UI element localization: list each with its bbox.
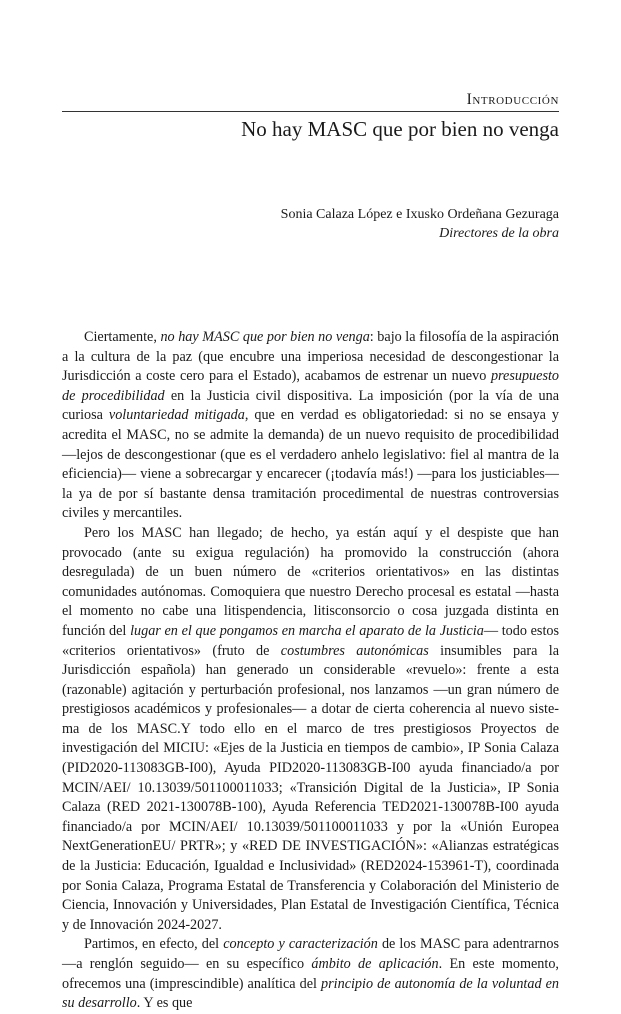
chapter-title: No hay MASC que por bien no venga <box>241 117 559 141</box>
italic-run: ámbito de aplicación <box>311 956 439 972</box>
text-run: Ciertamente, <box>84 329 161 345</box>
italic-run: lugar en el que pongamos en marcha el aparato de la Justicia <box>130 622 484 639</box>
text-run: , que en verdad es obligatoriedad: si no se ensaya y acredita el MASC, no se admite la demanda) de un nuevo requisito de procedibilidad —lejos de descongestionar (que es el verdadero anhelo legislativo: fiel al mantra de la eficiencia)— viene a sobrecargar y encarecer (¡todavía más!) —para los justiciables— la ya de por sí bastante densa tramitación procedimental de nuestras controversias civiles y mercantiles. <box>62 407 559 522</box>
author-names: Sonia Calaza López e Ixusko Ordeñana Gezuraga <box>280 207 559 222</box>
italic-run: presupuesto de procedibilidad <box>62 368 559 404</box>
text-run: insumibles para la Jurisdicción española) han generado un considerable «revuelo»: frente a esta (razonable) agitación y perturbación profesional, nos lanzamos —un gran número de prestigiosos académicos y profesionales— a dotar de cierta coherencia al nuevo sistema de los MASC.Y todo ello en el marco de tres prestigiosos Proyectos de investigación del MICIU: «Ejes de la Justicia en tiempos de cambio», IP Sonia Calaza (PID2020-113083GB-I00), Ayuda PID2020-113083GB-I00 ayuda financiado/a por MCIN/AEI/ 10.13039/501100011033; «Transición Digital de la Justicia», IP Sonia Calaza (RED 2021-130078B-100), Ayuda Referencia TED2021-130078B-I00 ayuda financiado/a por MCIN/AEI/ 10.13039/501100011033 y por la «Unión Europea NextGenerationEU/ PRTR»; y «RED DE INVESTIGACIÓN»: «Alianzas estratégicas de la Justicia: Educación, Igualdad e Inclusividad» (RED2024-153961-T), coordinada por Sonia Calaza, Programa Estatal de Transferencia y Colaboración del Ministerio de Ciencia, Innovación y Universidades, Plan Estatal de Investigación Científica, Técnica y de Innovación 2024-2027. <box>62 642 559 933</box>
text-run: . En este momento, ofrecemos una (imprescindible) analítica del <box>62 956 559 992</box>
paragraph <box>62 328 559 524</box>
body-text <box>62 328 559 1014</box>
author-role: Directores de la obra <box>439 226 559 241</box>
text-run: — todo estos «criterios orientativos» (fruto de <box>62 622 560 659</box>
text-run: Pero los MASC han llegado; de hecho, ya están aquí y el despiste que han provocado (ante su exigua regulación) ha promovido la construcción (ahora desregulada) de un buen número de «criterios orientativos» en las distintas comunidades autónomas. Comoquiera que nuestro Derecho procesal es estatal —hasta el momento no cabe una litispendencia, litisconsorcio o cosa juzgada distinta en función del <box>62 524 559 639</box>
paragraph <box>62 935 559 1013</box>
text-run: de los MASC para adentrarnos —a renglón seguido— en su específico <box>62 936 559 972</box>
italic-run: no hay MASC que por bien no venga <box>160 329 370 345</box>
italic-run: principio de autonomía de la voluntad en su desarrollo <box>62 975 559 1012</box>
text-run: Partimos, en efecto, del <box>84 936 224 953</box>
italic-run: voluntariedad mitigada <box>108 407 245 424</box>
italic-run: concepto y caracterización <box>223 936 378 953</box>
text-run: en la Justicia civil dispositiva. La imposición (por la vía de una curiosa <box>62 387 559 424</box>
header-rule <box>62 111 559 112</box>
text-run: . Y es que <box>136 995 193 1012</box>
text-run: : bajo la filosofía de la aspiración a la cultura de la paz (que encubre una imperiosa necesidad de descongestionar la Jurisdicción a coste cero para el Estado), acabamos de estrenar un nuevo <box>62 329 559 385</box>
paragraph <box>62 524 559 935</box>
authors-block <box>281 205 559 243</box>
italic-run: costumbres autonómicas <box>280 642 429 659</box>
section-label: Introducción <box>466 91 559 108</box>
